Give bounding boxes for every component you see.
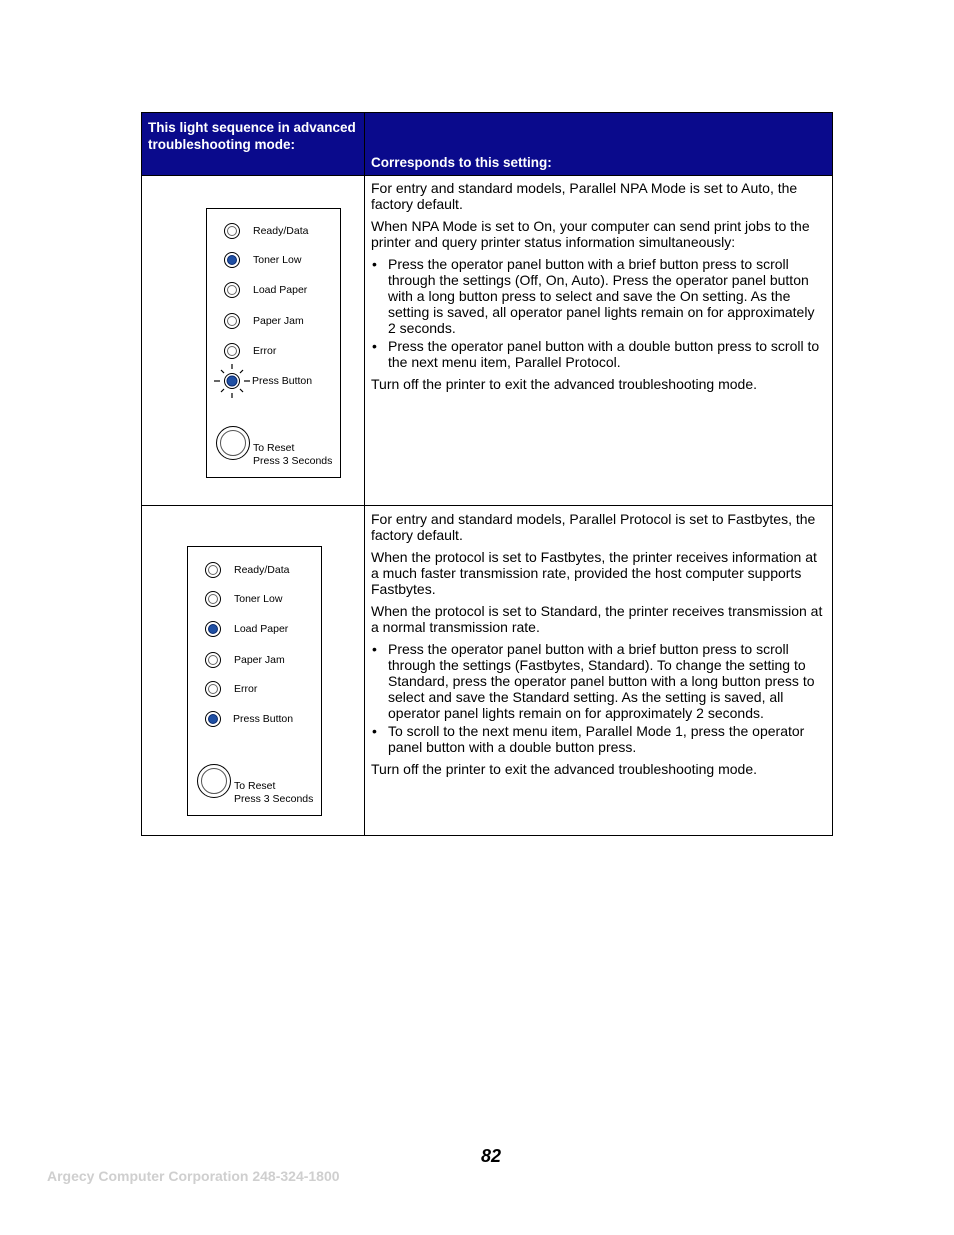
led-on-icon [205, 711, 221, 727]
reset-line1: To Reset [253, 442, 295, 454]
bullet-list [371, 256, 824, 370]
light-toner-low [207, 251, 340, 271]
led-off-icon [205, 652, 221, 668]
led-off-icon [224, 343, 240, 359]
led-off-icon [205, 591, 221, 607]
bullet-item: • To scroll to the next menu item, Parallel Mode 1, press the operator panel button with a double button press. [371, 723, 824, 755]
led-blinking-icon [213, 363, 251, 399]
bullet-item: • Press the operator panel button with a brief button press to scroll through the settings (Fastbytes, Standard). To change the setting to Standard, press the operator panel button with a long button press to select and save the Standard setting. As the setting is saved, all operator panel lights remain on for approximately 2 seconds. [371, 641, 824, 721]
bullet-list [371, 641, 824, 755]
paragraph: For entry and standard models, Parallel NPA Mode is set to Auto, the factory default. [371, 180, 798, 212]
table-row [142, 506, 832, 835]
light-label: Load Paper [234, 623, 289, 635]
light-sequence-cell [142, 506, 365, 835]
light-label: Press Button [233, 713, 294, 725]
page-number: 82 [481, 1146, 502, 1166]
reset-line2: Press 3 Seconds [234, 793, 314, 805]
light-paper-jam [207, 312, 340, 332]
light-paper-jam [188, 651, 321, 671]
setting-description-cell [365, 506, 832, 835]
light-ready-data [188, 561, 321, 581]
bullet-item: • Press the operator panel button with a double button press to scroll to the next menu item, Parallel Protocol. [371, 338, 824, 370]
light-label: Error [253, 345, 277, 357]
led-on-icon [224, 252, 240, 268]
setting-description-cell [365, 176, 832, 505]
light-label: Toner Low [234, 593, 283, 605]
light-label: Error [234, 683, 258, 695]
footer-text: Argecy Computer Corporation 248-324-1800 [47, 1168, 340, 1184]
table-header [142, 113, 832, 176]
reset-button-icon [197, 764, 231, 798]
light-load-paper [207, 281, 340, 301]
light-label: Toner Low [253, 254, 302, 266]
paragraph: When the protocol is set to Fastbytes, the printer receives information at a much faster transmission rate, provided the host computer supports Fastbytes. [371, 549, 817, 597]
light-error [188, 680, 321, 700]
light-label: Paper Jam [234, 654, 285, 666]
reset-label [253, 442, 332, 468]
led-off-icon [224, 223, 240, 239]
header-setting [365, 113, 832, 175]
closing-paragraph: Turn off the printer to exit the advanced troubleshooting mode. [371, 376, 758, 392]
closing-paragraph: Turn off the printer to exit the advanced troubleshooting mode. [371, 761, 758, 777]
header-light-sequence: This light sequence in advanced troubleshooting mode: [142, 113, 365, 175]
settings-table [141, 112, 833, 836]
light-load-paper [188, 620, 321, 640]
light-label: Ready/Data [253, 225, 309, 237]
light-label: Ready/Data [234, 564, 290, 576]
paragraph: When the protocol is set to Standard, the printer receives transmission at a normal transmission rate. [371, 603, 823, 635]
light-press-button [207, 372, 340, 392]
light-label: Press Button [252, 375, 313, 387]
light-toner-low [188, 590, 321, 610]
operator-panel-diagram [206, 208, 341, 478]
reset-label [234, 780, 313, 806]
led-off-icon [205, 562, 221, 578]
light-label: Load Paper [253, 284, 308, 296]
reset-button-icon [216, 426, 250, 460]
led-on-icon [205, 621, 221, 637]
led-off-icon [224, 282, 240, 298]
light-error [207, 342, 340, 362]
reset-line2: Press 3 Seconds [253, 455, 333, 467]
table-row [142, 176, 832, 506]
paragraph: For entry and standard models, Parallel Protocol is set to Fastbytes, the factory default. [371, 511, 816, 543]
light-sequence-cell [142, 176, 365, 505]
paragraph: When NPA Mode is set to On, your computer can send print jobs to the printer and query printer status information simultaneously: [371, 218, 810, 250]
operator-panel-diagram [187, 546, 322, 816]
light-label: Paper Jam [253, 315, 304, 327]
header-setting-label: Corresponds to this setting: [371, 155, 552, 170]
light-ready-data [207, 222, 340, 242]
led-off-icon [205, 681, 221, 697]
light-press-button [188, 710, 321, 730]
bullet-item: • Press the operator panel button with a brief button press to scroll through the settings (Off, On, Auto). Press the operator panel button with a long button press to select and save the On setting. As the setting is saved, all operator panel lights remain on for approximately 2 seconds. [371, 256, 824, 336]
reset-line1: To Reset [234, 780, 276, 792]
led-off-icon [224, 313, 240, 329]
